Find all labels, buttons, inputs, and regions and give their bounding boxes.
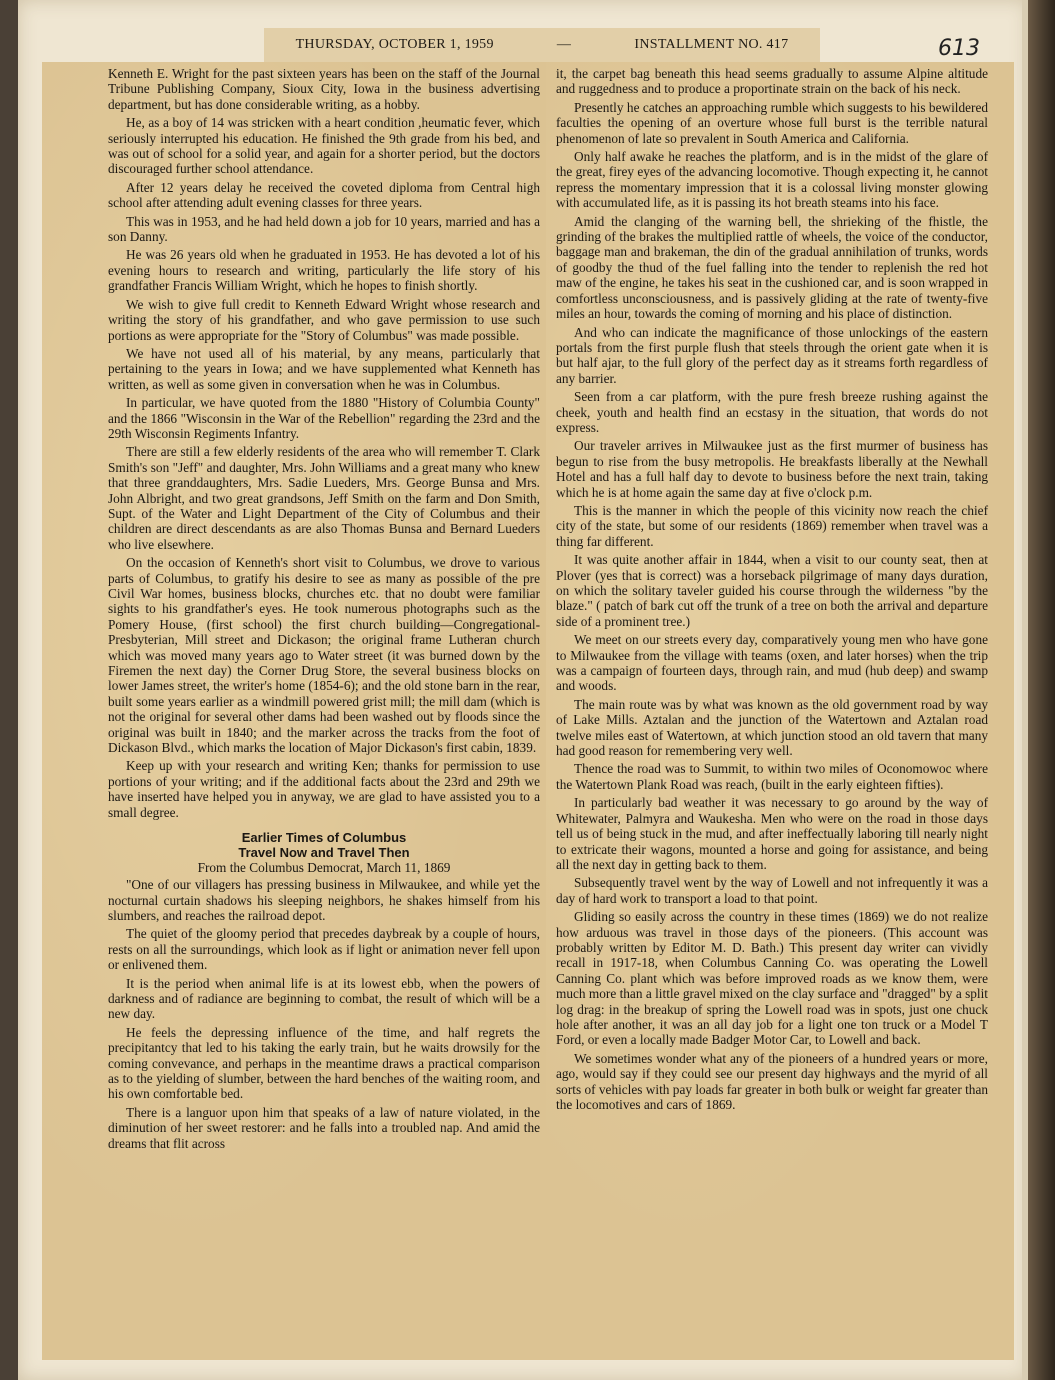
paragraph: In particularly bad weather it was necessary to go around by the way of Whitewater, Palmyra and Waukesha. Men who were on the road in those days tell us of being stuck in the mud, and after ineffectually laboring till nearly night to extricate their wagons, mounted a horse and going for assistance, and being all the next day in getting back to them. (556, 795, 988, 872)
header-installment: INSTALLMENT NO. 417 (634, 37, 789, 52)
paragraph: Amid the clanging of the warning bell, the shrieking of the fhistle, the grinding of the brakes the multiplied rattle of wheels, the voice of the conductor, baggage man and brakeman, the din of the gradual annihilation of trunks, words of goodby the thud of the fuel falling into the tender to replenish the red hot maw of the engine, he takes his seat in the cushioned car, and is soon wrapped in comfortless unconsciousness, and is passively gliding at the rate of twenty-five miles an hour, towards the coming of morning and his place of distinction. (556, 213, 988, 322)
handwritten-page-number: 613 (938, 36, 980, 61)
book-binding (1028, 0, 1055, 1380)
paragraph: After 12 years delay he received the coveted diploma from Central high school after attending adult evening classes for three years. (108, 179, 540, 211)
paragraph: On the occasion of Kenneth's short visit to Columbus, we drove to various parts of Columbus, to gratify his desire to see as many as possible of the pre Civil War homes, business blocks, churches etc. that no doubt were familiar sights to his grandfather's eyes. He took numerous photographs such as the Pomery House, (first school) the first church building—Congregational-Presbyterian, Mill street and Dickason; the original frame Lutheran church which was moved many years ago to Water street (it was burned down by the Firemen the next day) the Corner Drug Store, the several business blocks on lower James street, the writer's home (1854-6); and the old stone barn in the rear, built some years earlier as a windmill powered grist mill; the mill dam (which is not the original for several other dams had been washed out by floods since the original was built in 1840; and the marker across the tracks from the foot of Dickason Blvd., which marks the location of Major Dickason's first cabin, 1839. (108, 555, 540, 756)
left-top-paragraphs (108, 66, 540, 820)
left-bottom-paragraphs (108, 877, 540, 1151)
paragraph: He feels the depressing influence of the time, and half regrets the precipitantcy that led to his taking the early train, but he waits drowsily for the coming convevance, and perhaps in the meantime draws a practical comparison as to the yielding of slumber, between the hard benches of the waiting room, and his own comfortable bed. (108, 1024, 540, 1102)
paragraph: We sometimes wonder what any of the pioneers of a hundred years or more, ago, would say if they could see our present day highways and the myrid of all sorts of vehicles with pay loads far greater in both bulk or weight far greater than the locomotives and cars of 1869. (556, 1050, 988, 1112)
paragraph: He, as a boy of 14 was stricken with a heart condition ,heumatic fever, which seriously interrupted his education. He finished the 9th grade from his bed, and was out of school for a solid year, and again for a shorter period, but the doctors discouraged further school attendance. (108, 115, 540, 177)
paragraph: Seen from a car platform, with the pure fresh breeze rushing against the cheek, youth and health find an ecstasy in the situation, that words do not express. (556, 389, 988, 435)
paragraph: It is the period when animal life is at its lowest ebb, when the powers of darkness and of radiance are beginning to combat, the result of which will be a new day. (108, 975, 540, 1022)
article-headline-block (108, 830, 540, 875)
headline-primary: Earlier Times of Columbus (241, 830, 407, 846)
headline-secondary: Travel Now and Travel Then (238, 845, 410, 861)
paragraph: There are still a few elderly residents of the area who will remember T. Clark Smith's son "Jeff" and daughter, Mrs. John Williams and a great many who knew that three granddaughters, Mrs. Sadie Lueders, Mrs. George Bunsa and Mrs. John Albright, and two great grandsons, Jeff Smith on the farm and Don Smith, Supt. of the Water and Light Department of the City of Columbus and their children are direct descendants as are also Thomas Bunsa and Bernard Lueders who live elsewhere. (108, 444, 540, 552)
paragraph: We have not used all of his material, by any means, particularly that pertaining to the years in Iowa; and we have supplemented what Kenneth has written, as well as some given in conversation when he was in Columbus. (108, 345, 540, 392)
paragraph: The quiet of the gloomy period that precedes daybreak by a couple of hours, rests on all the surroundings, which look as if light or animation never fell upon or enlivened them. (108, 926, 540, 973)
paragraph: In particular, we have quoted from the 1880 "History of Columbia County" and the 1866 "Wisconsin in the War of the Rebellion" regarding the 23rd and the 29th Wisconsin Regiments Infantry. (108, 395, 540, 441)
header-date: THURSDAY, OCTOBER 1, 1959 (295, 37, 494, 52)
paragraph: This is the manner in which the people of this vicinity now reach the chief city of the state, but some of our residents (1869) remember when travel was a thing far different. (556, 502, 988, 549)
paragraph: And who can indicate the magnificance of those unlockings of the eastern portals from the first purple flush that steels through the orient gate when it is but half ajar, to the full glory of the perfect day as it streams forth regardless of any barrier. (556, 324, 988, 386)
paragraph: Our traveler arrives in Milwaukee just as the first murmer of business has begun to rise from the busy metropolis. He breakfasts liberally at the Newhall Hotel and has a full half day to devote to business before the next train, taking which he is at home again the same day at five o'clock p.m. (556, 438, 988, 500)
paragraph: "One of our villagers has pressing business in Milwaukee, and while yet the nocturnal curtain shadows his sleeping neighbors, he shakes himself from his slumbers, and reaches the railroad depot. (108, 877, 540, 923)
paragraph: Kenneth E. Wright for the past sixteen years has been on the staff of the Journal Tribune Publishing Company, Sioux City, Iowa in the business advertising department, but has done considerable writing, as a hobby. (108, 66, 540, 112)
paragraph: Only half awake he reaches the platform, and is in the midst of the glare of the great, firey eyes of the advancing locomotive. Though expecting it, he cannot repress the momentary impression that it is a colossal living monster glowing with accumulated life, as it is passing its hot breath steams into his face. (556, 149, 988, 211)
paragraph: Thence the road was to Summit, to within two miles of Oconomowoc where the Watertown Plank Road was reach, (built in the early eighteen fifties). (556, 761, 988, 792)
paragraph: Presently he catches an approaching rumble which suggests to his bewildered faculties the opening of an overture whose full burst is the terrible natural phenomenon of late so prevalent in South America and California. (556, 99, 988, 146)
installment-header (264, 28, 820, 63)
paragraph: It was quite another affair in 1844, when a visit to our county seat, then at Plover (yes that is correct) was a horseback pilgrimage of many days duration, on which the solitary taveler guided his course through the wilderness "by the blaze." ( patch of bark cut off the trunk of a tree on both the arrival and departure side of a prominent tree.) (556, 552, 988, 629)
paragraph: Keep up with your research and writing Ken; thanks for permission to use portions of your writing; and if the additional facts about the 23rd and 29th we have inserted have helped you in anyway, we are glad to have assisted you to a small degree. (108, 758, 540, 820)
paragraph: it, the carpet bag beneath this head seems gradually to assume Alpine altitude and ruggedness and to produce a proportinate strain on the back of his neck. (556, 66, 988, 97)
right-column (556, 66, 988, 1115)
left-column (108, 66, 540, 1154)
paragraph: There is a languor upon him that speaks of a law of nature violated, in the diminution of her sweet restorer: and he falls into a troubled nap. And amid the dreams that flit across (108, 1104, 540, 1151)
paragraph: The main route was by what was known as the old government road by way of Lake Mills. Aztalan and the junction of the Watertown and Aztalan road twelve miles east of Watertown, at which junction stood an old tavern that many had good reason for remembering very well. (556, 696, 988, 759)
paragraph: He was 26 years old when he graduated in 1953. He has devoted a lot of his evening hours to research and writing, particularly the life story of his grandfather Francis William Wright, which he hopes to finish shortly. (108, 247, 540, 294)
paragraph: Subsequently travel went by the way of Lowell and not infrequently it was a day of hard work to transport a load to that point. (556, 875, 988, 906)
paragraph: This was in 1953, and he had held down a job for 10 years, married and has a son Danny. (108, 213, 540, 245)
paragraph: We wish to give full credit to Kenneth Edward Wright whose research and writing the story of his grandfather, and who gave permission to use such portions as were appropriate for the "Story of Columbus" was made possible. (108, 296, 540, 343)
paragraph: Gliding so easily across the country in these times (1869) we do not realize how arduous was travel in those days of the pioneers. (This account was probably written by Editor M. D. Bath.) This present day writer can vividly recall in 1917-18, when Columbus Canning Co. was operating the Lowell Canning Co. plant which was before improved roads as we know them, were much more than a little gravel mixed on the clay surface and "dragged" by a split log drag: in the breakup of spring the Lowell road was in spots, just one chuck hole after another, it was an all day job for a light one ton truck or a Model T Ford, or even a locally made Badger Motor Car, to Lowell and back. (556, 909, 988, 1048)
source-line: From the Columbus Democrat, March 11, 1869 (197, 860, 451, 876)
paragraph: We meet on our streets every day, comparatively young men who have gone to Milwaukee from the village with teams (oxen, and later horses) when the trip was a campaign of fourteen days, through rain, and mud (hub deep) and swamp and woods. (556, 632, 988, 694)
header-separator: — (556, 37, 572, 52)
